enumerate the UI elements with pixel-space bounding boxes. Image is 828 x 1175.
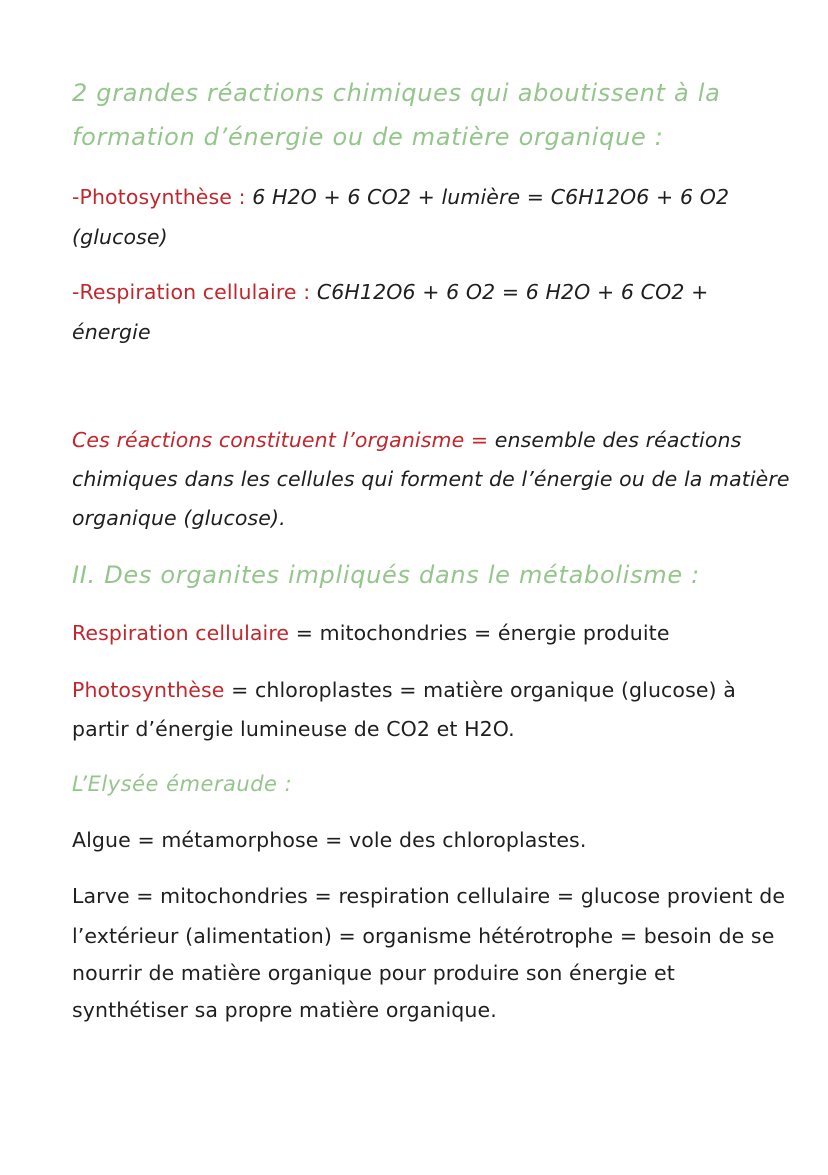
intro-heading-line-1: 2 grandes réactions chimiques qui aboutissent à la	[72, 79, 721, 107]
elysee-larve-line-4: synthétiser sa propre matière organique.	[72, 998, 497, 1022]
elysee-algue: Algue = métamorphose = vole des chloroplastes.	[72, 828, 587, 852]
definition-text: ensemble des réactions	[494, 428, 742, 452]
organelle-photosynthesis-line-2: partir d’énergie lumineuse de CO2 et H2O.	[72, 717, 515, 741]
definition-line-2: chimiques dans les cellules qui forment de l’énergie ou de la matière	[72, 467, 790, 491]
elysee-heading: L’Elysée émeraude :	[72, 772, 293, 796]
organelle-respiration-term: Respiration cellulaire	[72, 621, 290, 645]
photosynthesis-note: (glucose)	[72, 225, 168, 249]
photosynthesis-reaction	[72, 187, 729, 208]
definition-line-3: organique (glucose).	[72, 506, 286, 530]
organelle-respiration	[72, 623, 670, 644]
elysee-larve-line-1: Larve = mitochondries = respiration cellulaire = glucose provient de	[72, 884, 786, 908]
organelle-respiration-text: = mitochondries = énergie produite	[295, 621, 670, 645]
photosynthesis-equation: 6 H2O + 6 CO2 + lumière = C6H12O6 + 6 O2	[252, 185, 730, 209]
elysee-larve-line-3: nourrir de matière organique pour produire son énergie et	[72, 961, 675, 985]
definition-term: Ces réactions constituent l’organisme =	[72, 428, 489, 452]
definition-line-1	[72, 430, 741, 451]
respiration-reaction	[72, 282, 708, 303]
organelle-photosynthesis-text: = chloroplastes = matière organique (glucose) à	[231, 678, 736, 702]
organelle-photosynthesis-term: Photosynthèse	[72, 678, 225, 702]
organelle-photosynthesis	[72, 680, 736, 701]
respiration-term: -Respiration cellulaire :	[72, 280, 311, 304]
elysee-larve-line-2: l’extérieur (alimentation) = organisme hétérotrophe = besoin de se	[72, 924, 775, 948]
photosynthesis-term: -Photosynthèse :	[72, 185, 246, 209]
respiration-equation: C6H12O6 + 6 O2 = 6 H2O + 6 CO2 +	[316, 280, 709, 304]
section2-heading: II. Des organites impliqués dans le métabolisme :	[72, 561, 700, 589]
respiration-continuation: énergie	[72, 320, 151, 344]
intro-heading-line-2: formation d’énergie ou de matière organique :	[72, 123, 664, 151]
